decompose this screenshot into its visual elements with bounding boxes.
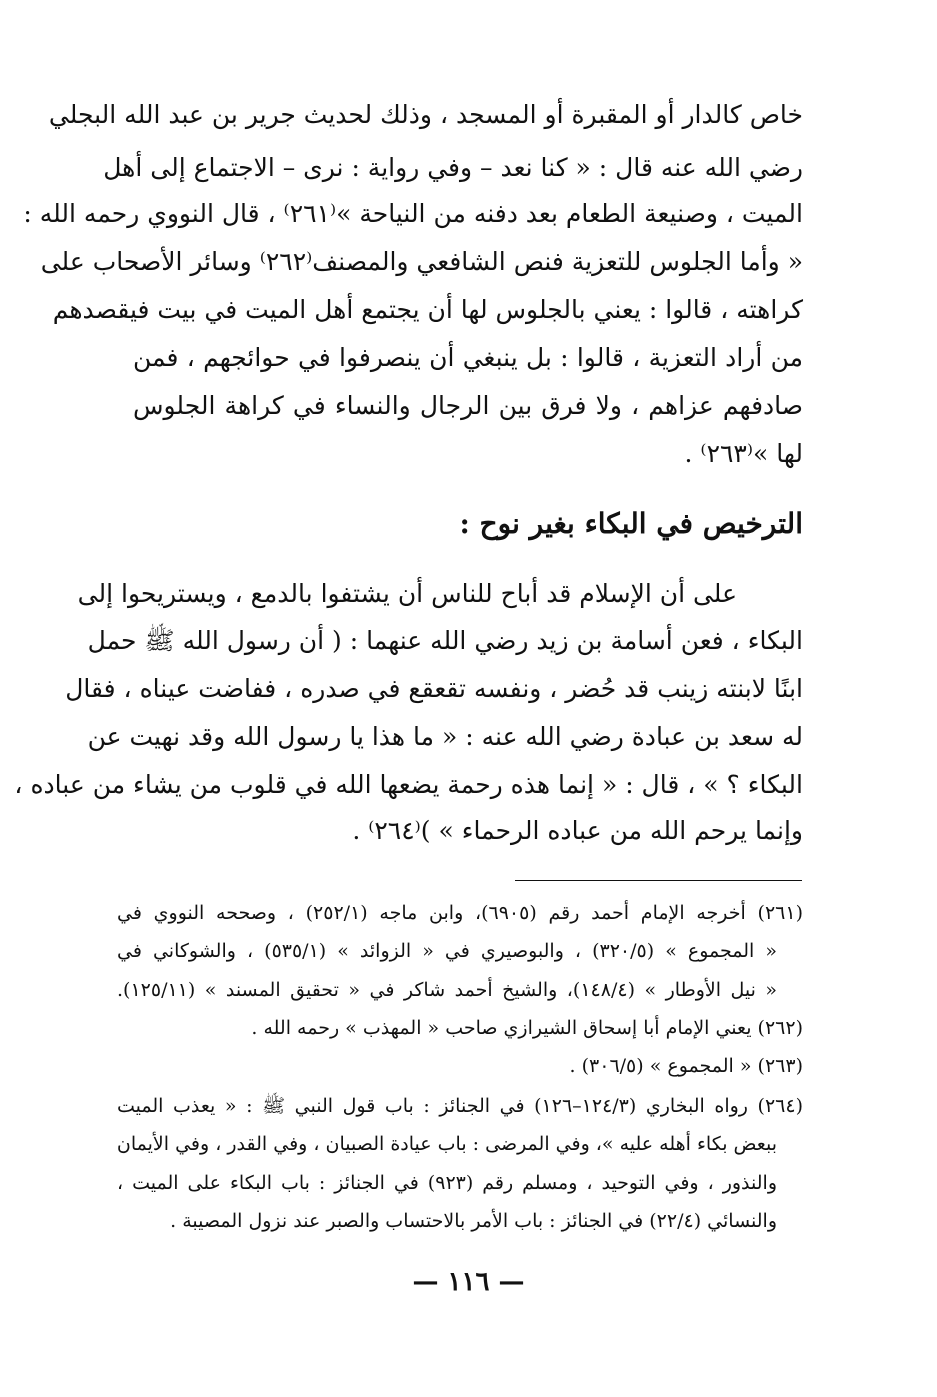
paragraph2-line-5: البكاء ؟ » ، قال : « إنما هذه رحمة يضعها الله في قلوب من يشاء من عباده ، [14, 770, 803, 799]
footnote-divider [515, 880, 802, 881]
paragraph1-line-8: لها »⁽٢٦٣⁾ . [684, 439, 803, 468]
footnote-264-line-2: ببعض بكاء أهله عليه »، وفي المرضى : باب عيادة الصبيان ، وفي القدر ، وفي الأيمان [116, 1133, 777, 1155]
paragraph1-line-2: رضي الله عنه قال : « كنا نعد – وفي رواية : نرى – الاجتماع إلى أهل [103, 153, 803, 182]
paragraph1-line-4: « وأما الجلوس للتعزية فنص الشافعي والمصنف⁽٢٦٢⁾ وسائر الأصحاب على [40, 247, 803, 276]
paragraph1-line-1: خاص كالدار أو المقبرة أو المسجد ، وذلك لحديث جرير بن عبد الله البجلي [48, 100, 803, 129]
paragraph2-line-4: له سعد بن عبادة رضي الله عنه : « ما هذا يا رسول الله وقد نهيت عن [87, 722, 803, 751]
paragraph2-line-6: وإنما يرحم الله من عباده الرحماء » )⁽٢٦٤⁾ . [352, 816, 803, 845]
page-number: — ١١٦ — [412, 1267, 525, 1297]
footnote-262: (٢٦٢) يعني الإمام أبا إسحاق الشيرازي صاحب « المهذب » رحمه الله . [251, 1017, 803, 1039]
footnote-263: (٢٦٣) « المجموع » (٣٠٦/٥) . [569, 1055, 803, 1077]
footnote-264-line-3: والنذور ، وفي التوحيد ، ومسلم رقم (٩٢٣) في الجنائز : باب البكاء على الميت ، [117, 1172, 778, 1194]
footnote-264-line-1: (٢٦٤) رواه البخاري (١٢٤/٣–١٢٦) في الجنائز : باب قول النبي ﷺ : « يعذب الميت [117, 1095, 803, 1117]
footnote-261-line-2: « المجموع » (٣٢٠/٥) ، والبوصيري في « الزوائد » (٥٣٥/١) ، والشوكاني في [117, 940, 777, 962]
paragraph1-line-7: صادفهم عزاهم ، ولا فرق بين الرجال والنساء في كراهة الجلوس [133, 391, 803, 420]
paragraph1-line-6: من أراد التعزية ، قالوا : بل ينبغي أن ينصرفوا في حوائجهم ، فمن [133, 343, 803, 372]
paragraph2-line-3: ابنًا لابنته زينب قد حُضر ، ونفسه تقعقع في صدره ، ففاضت عيناه ، فقال [65, 674, 803, 703]
paragraph2-line-1: على أن الإسلام قد أباح للناس أن يشتفوا بالدمع ، ويستريحوا إلى [77, 579, 737, 608]
paragraph1-line-3: الميت ، وصنيعة الطعام بعد دفنه من النياحة »⁽٢٦١⁾ ، قال النووي رحمه الله : [23, 199, 803, 228]
footnote-264-line-4: والنسائي (٢٢/٤) في الجنائز : باب الأمر بالاحتساب والصبر عند نزول المصيبة . [170, 1210, 777, 1232]
footnote-261-line-3: « نيل الأوطار » (١٤٨/٤)، والشيخ أحمد شاكر في « تحقيق المسند » (١٢٥/١١). [117, 979, 778, 1001]
paragraph2-line-2: البكاء ، فعن أسامة بن زيد رضي الله عنهما : ( أن رسول الله ﷺ حمل [87, 626, 803, 655]
footnote-261-line-1: (٢٦١) أخرجه الإمام أحمد رقم (٦٩٠٥)، وابن ماجه (٢٥٢/١) ، وصححه النووي في [117, 902, 803, 924]
section-heading: الترخيص في البكاء بغير نوح : [459, 507, 803, 540]
paragraph1-line-5: كراهته ، قالوا : يعني بالجلوس لها أن يجتمع أهل الميت في بيت فيقصدهم [52, 295, 803, 324]
